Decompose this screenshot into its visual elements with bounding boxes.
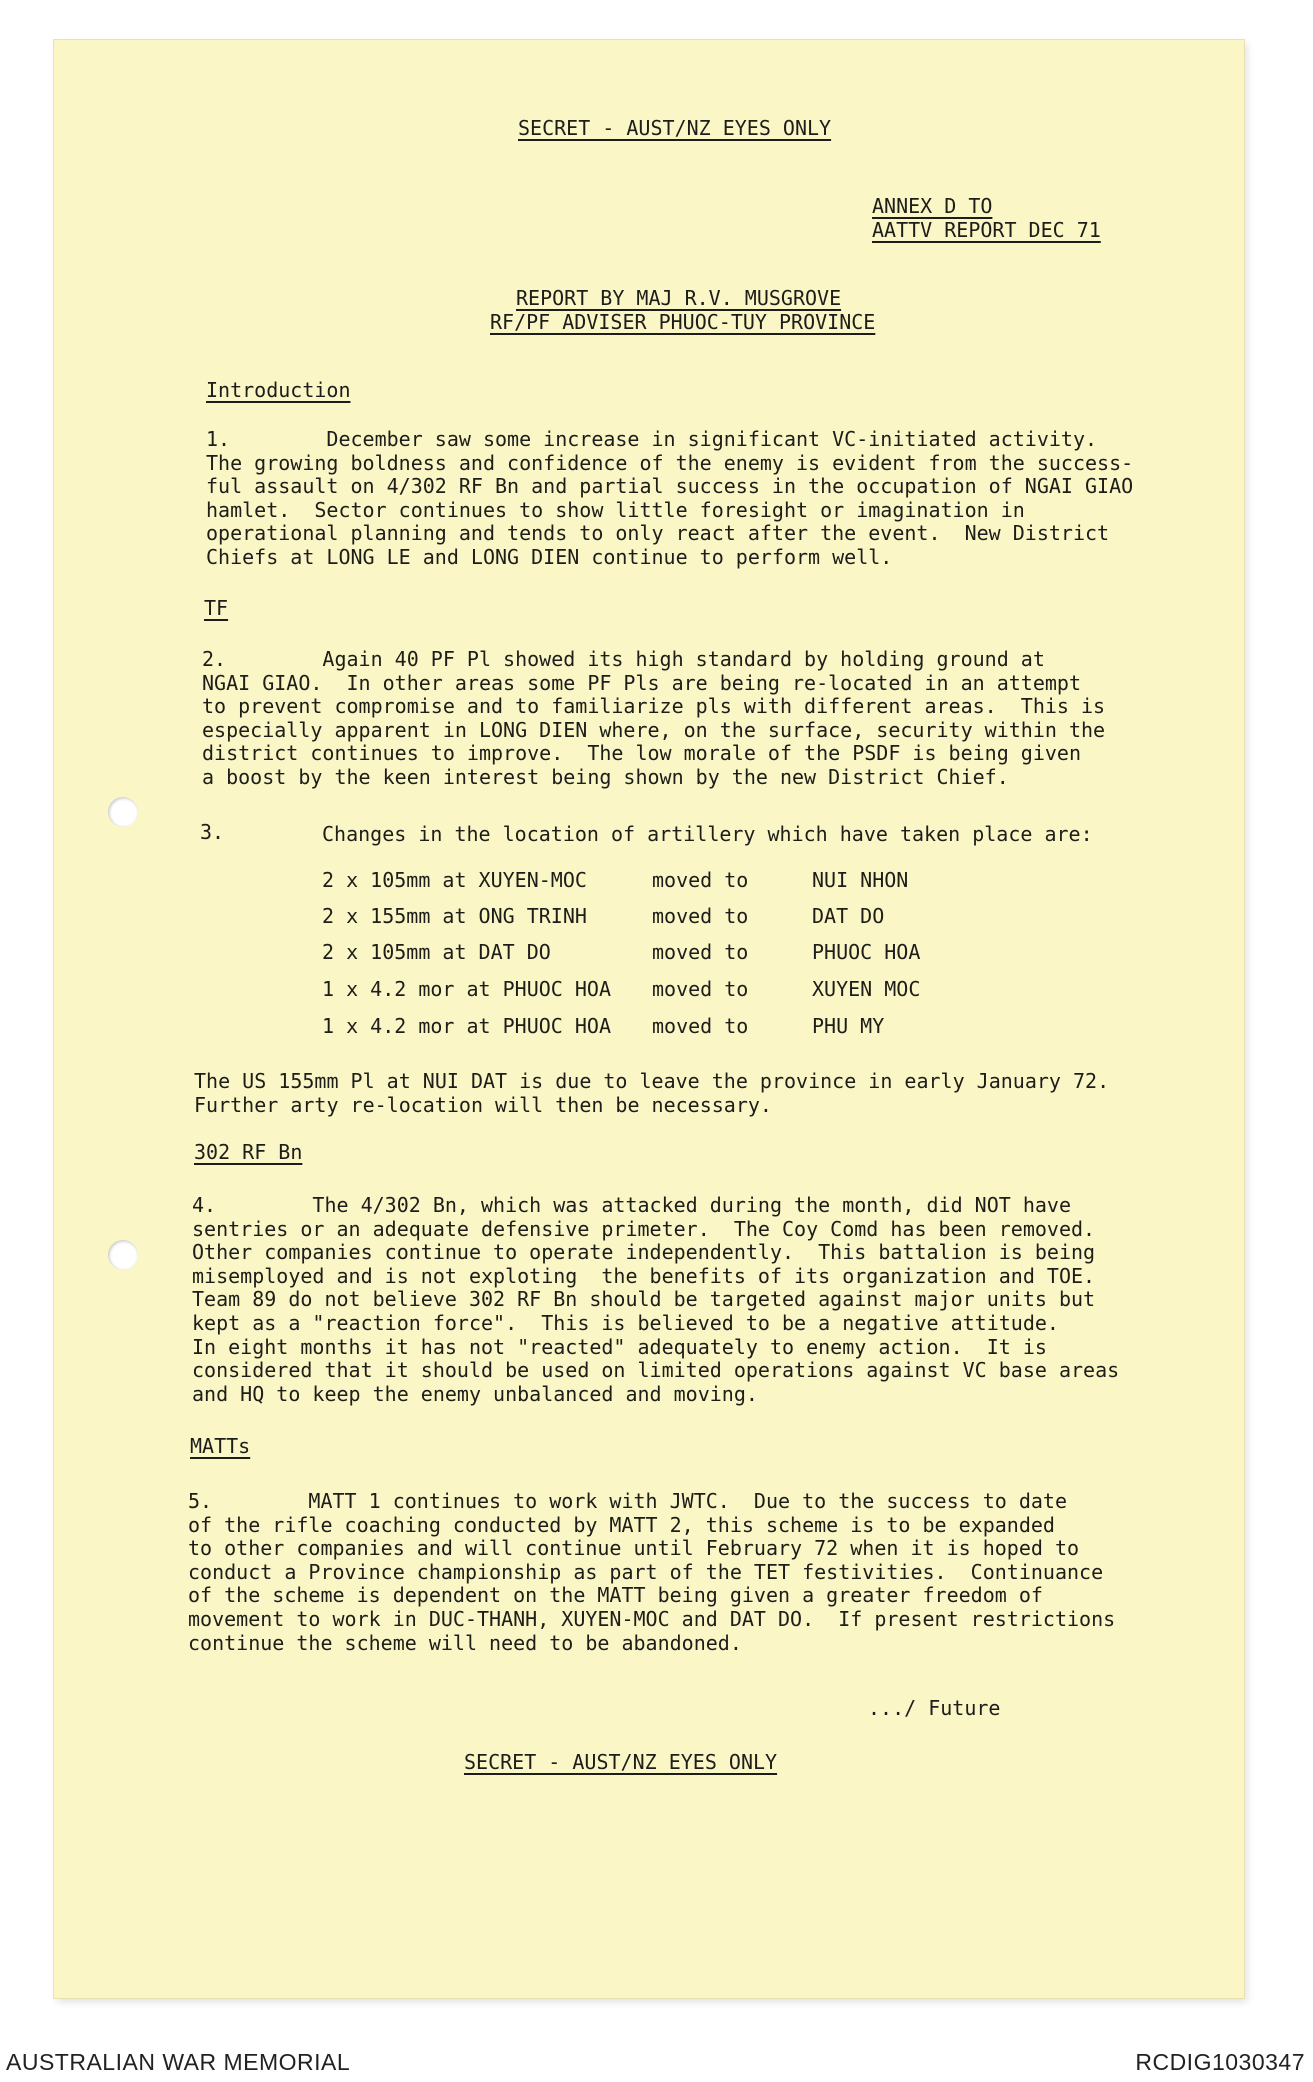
heading-302-rf-bn: 302 RF Bn: [194, 1140, 303, 1164]
paragraph-3-intro: Changes in the location of artillery which have taken place are:: [322, 822, 1093, 846]
artillery-destination: DAT DO: [812, 904, 885, 928]
report-title-line-2: RF/PF ADVISER PHUOC-TUY PROVINCE: [490, 310, 876, 334]
punch-hole-bottom: [108, 1240, 138, 1270]
heading-matts: MATTs: [190, 1434, 251, 1458]
artillery-action: moved to: [652, 977, 749, 1001]
heading-introduction: Introduction: [206, 378, 351, 402]
annex-line-2: AATTV REPORT DEC 71: [872, 218, 1101, 242]
artillery-destination: PHUOC HOA: [812, 940, 921, 964]
paragraph-1: 1. December saw some increase in significant VC-initiated activity. The growing boldness and confidence of the enemy is evident from the success- ful assault on 4/302 RF Bn and partial success in the occupation of NGAI GIAO hamlet. Sector continues to show little foresight or imagination in operational planning and tends to only react after the event. New District Chiefs at LONG LE and LONG DIEN continue to perform well.: [206, 427, 1134, 569]
paragraph-2: 2. Again 40 PF Pl showed its high standard by holding ground at NGAI GIAO. In other areas some PF Pls are being re-located in an attempt to prevent compromise and to familiarize pls with different areas. This is especially apparent in LONG DIEN where, on the surface, security within the district continues to improve. The low morale of the PSDF is being given a boost by the keen interest being shown by the new District Chief.: [202, 647, 1106, 789]
punch-hole-top: [108, 797, 138, 827]
paragraph-3-number: 3.: [200, 820, 225, 844]
artillery-unit: 2 x 105mm at XUYEN-MOC: [322, 868, 587, 892]
continuation-text: .../ Future: [868, 1696, 1001, 1720]
report-title-line-1: REPORT BY MAJ R.V. MUSGROVE: [516, 286, 842, 310]
artillery-destination: XUYEN MOC: [812, 977, 921, 1001]
annex-line-1: ANNEX D TO: [872, 194, 993, 218]
paragraph-3-close: The US 155mm Pl at NUI DAT is due to leave the province in early January 72. Further arty re-location will then be necessary.: [194, 1069, 1110, 1117]
artillery-destination: PHU MY: [812, 1014, 885, 1038]
classification-footer: SECRET - AUST/NZ EYES ONLY: [464, 1750, 778, 1774]
archive-reference: RCDIG1030347: [1135, 2049, 1305, 2075]
artillery-destination: NUI NHON: [812, 868, 909, 892]
artillery-action: moved to: [652, 868, 749, 892]
classification-header: SECRET - AUST/NZ EYES ONLY: [518, 116, 832, 140]
heading-tf: TF: [204, 596, 229, 620]
artillery-unit: 1 x 4.2 mor at PHUOC HOA: [322, 1014, 611, 1038]
artillery-action: moved to: [652, 1014, 749, 1038]
paragraph-4: 4. The 4/302 Bn, which was attacked during the month, did NOT have sentries or an adequate defensive primeter. The Coy Comd has been removed. Other companies continue to operate independently. This battalion is being misemployed and is not exploting the benefits of its organization and TOE. Team 89 do not believe 302 RF Bn should be targeted against major units but kept as a "reaction force". This is believed to be a negative attitude. In eight months it has not "reacted" adequately to enemy action. It is considered that it should be used on limited operations against VC base areas and HQ to keep the enemy unbalanced and moving.: [192, 1193, 1120, 1406]
artillery-unit: 1 x 4.2 mor at PHUOC HOA: [322, 977, 611, 1001]
artillery-action: moved to: [652, 904, 749, 928]
archive-institution: AUSTRALIAN WAR MEMORIAL: [6, 2049, 351, 2075]
document-page: [54, 40, 1244, 1998]
artillery-unit: 2 x 155mm at ONG TRINH: [322, 904, 587, 928]
artillery-action: moved to: [652, 940, 749, 964]
paragraph-5: 5. MATT 1 continues to work with JWTC. Due to the success to date of the rifle coaching conducted by MATT 2, this scheme is to be expanded to other companies and will continue until February 72 when it is hoped to conduct a Province championship as part of the TET festivities. Continuance of the scheme is dependent on the MATT being given a greater freedom of movement to work in DUC-THANH, XUYEN-MOC and DAT DO. If present restrictions continue the scheme will need to be abandoned.: [188, 1489, 1116, 1655]
artillery-unit: 2 x 105mm at DAT DO: [322, 940, 551, 964]
